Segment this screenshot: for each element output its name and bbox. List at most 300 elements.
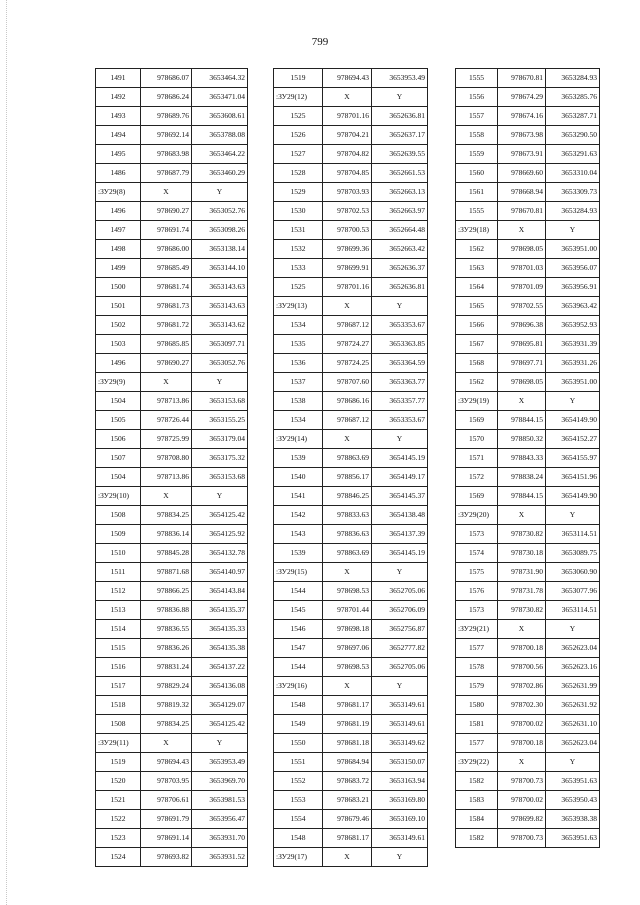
y-coordinate: 3653953.49 [372, 69, 428, 88]
parcel-label: :ЗУ29(12) [274, 88, 323, 107]
y-coordinate: 3654149.17 [372, 468, 428, 487]
point-row [274, 734, 428, 753]
point-number: 1584 [456, 810, 498, 829]
y-header: Y [546, 392, 600, 411]
point-row [96, 506, 248, 525]
point-number: 1506 [96, 430, 141, 449]
point-row [274, 601, 428, 620]
x-coordinate: 978850.32 [498, 430, 546, 449]
page-number: 799 [311, 36, 329, 48]
y-header: Y [546, 620, 600, 639]
point-number: 1503 [96, 335, 141, 354]
y-coordinate: 3652661.53 [372, 164, 428, 183]
x-coordinate: 978829.24 [141, 677, 192, 696]
x-coordinate: 978686.16 [323, 392, 372, 411]
point-number: 1505 [96, 411, 141, 430]
x-coordinate: 978819.32 [141, 696, 192, 715]
x-coordinate: 978702.30 [498, 696, 546, 715]
x-coordinate: 978845.28 [141, 544, 192, 563]
parcel-header-row [456, 221, 600, 240]
x-coordinate: 978699.91 [323, 259, 372, 278]
point-number: 1557 [456, 107, 498, 126]
point-row [96, 221, 248, 240]
y-coordinate: 3653138.14 [192, 240, 248, 259]
x-coordinate: 978681.73 [141, 297, 192, 316]
point-row [96, 582, 248, 601]
point-number: 1574 [456, 544, 498, 563]
point-number: 1582 [456, 829, 498, 848]
point-number: 1538 [274, 392, 323, 411]
x-header: X [498, 221, 546, 240]
point-number: 1548 [274, 696, 323, 715]
x-coordinate: 978836.55 [141, 620, 192, 639]
point-number: 1540 [274, 468, 323, 487]
x-coordinate: 978681.17 [323, 696, 372, 715]
point-number: 1492 [96, 88, 141, 107]
y-coordinate: 3653364.59 [372, 354, 428, 373]
point-row [456, 316, 600, 335]
point-number: 1577 [456, 734, 498, 753]
point-number: 1536 [274, 354, 323, 373]
point-row [96, 525, 248, 544]
parcel-label: :ЗУ29(8) [96, 183, 141, 202]
x-coordinate: 978702.53 [323, 202, 372, 221]
x-header: X [323, 430, 372, 449]
y-coordinate: 3653285.76 [546, 88, 600, 107]
y-header: Y [546, 753, 600, 772]
x-coordinate: 978694.43 [141, 753, 192, 772]
point-row [96, 88, 248, 107]
point-number: 1562 [456, 373, 498, 392]
x-coordinate: 978833.63 [323, 506, 372, 525]
point-number: 1525 [274, 278, 323, 297]
point-row [456, 772, 600, 791]
point-row [96, 449, 248, 468]
y-coordinate: 3653931.39 [546, 335, 600, 354]
x-coordinate: 978698.05 [498, 240, 546, 259]
y-coordinate: 3653952.93 [546, 316, 600, 335]
point-row [96, 278, 248, 297]
x-coordinate: 978831.24 [141, 658, 192, 677]
parcel-label: :ЗУ29(21) [456, 620, 498, 639]
y-coordinate: 3652631.92 [546, 696, 600, 715]
parcel-header-row [456, 620, 600, 639]
point-row [274, 126, 428, 145]
x-coordinate: 978681.72 [141, 316, 192, 335]
point-number: 1491 [96, 69, 141, 88]
y-coordinate: 3652637.17 [372, 126, 428, 145]
point-row [456, 715, 600, 734]
x-coordinate: 978731.90 [498, 563, 546, 582]
point-number: 1515 [96, 639, 141, 658]
x-header: X [323, 563, 372, 582]
point-row [274, 449, 428, 468]
x-coordinate: 978686.00 [141, 240, 192, 259]
point-row [274, 506, 428, 525]
point-row [96, 848, 248, 867]
point-row [274, 240, 428, 259]
point-number: 1508 [96, 506, 141, 525]
point-number: 1502 [96, 316, 141, 335]
point-number: 1530 [274, 202, 323, 221]
y-coordinate: 3653788.08 [192, 126, 248, 145]
point-row [274, 829, 428, 848]
x-coordinate: 978726.44 [141, 411, 192, 430]
point-number: 1565 [456, 297, 498, 316]
x-coordinate: 978703.93 [323, 183, 372, 202]
parcel-header-row [274, 848, 428, 867]
point-number: 1552 [274, 772, 323, 791]
y-coordinate: 3653309.73 [546, 183, 600, 202]
x-coordinate: 978693.82 [141, 848, 192, 867]
parcel-label: :ЗУ29(9) [96, 373, 141, 392]
point-row [456, 240, 600, 259]
y-coordinate: 3653150.07 [372, 753, 428, 772]
point-row [274, 620, 428, 639]
y-coordinate: 3653951.63 [546, 829, 600, 848]
x-coordinate: 978704.85 [323, 164, 372, 183]
y-coordinate: 3652623.04 [546, 639, 600, 658]
point-row [96, 620, 248, 639]
x-coordinate: 978691.79 [141, 810, 192, 829]
x-coordinate: 978699.36 [323, 240, 372, 259]
y-coordinate: 3653291.63 [546, 145, 600, 164]
x-coordinate: 978684.94 [323, 753, 372, 772]
point-number: 1526 [274, 126, 323, 145]
x-coordinate: 978708.80 [141, 449, 192, 468]
y-coordinate: 3653290.50 [546, 126, 600, 145]
point-row [96, 658, 248, 677]
parcel-header-row [456, 506, 600, 525]
x-header: X [498, 753, 546, 772]
point-number: 1533 [274, 259, 323, 278]
point-row [456, 582, 600, 601]
point-number: 1575 [456, 563, 498, 582]
y-coordinate: 3654138.48 [372, 506, 428, 525]
point-number: 1519 [96, 753, 141, 772]
x-coordinate: 978686.24 [141, 88, 192, 107]
y-coordinate: 3653357.77 [372, 392, 428, 411]
y-coordinate: 3653144.10 [192, 259, 248, 278]
x-header: X [141, 734, 192, 753]
parcel-header-row [96, 183, 248, 202]
x-coordinate: 978687.79 [141, 164, 192, 183]
x-header: X [323, 88, 372, 107]
point-number: 1577 [456, 639, 498, 658]
x-coordinate: 978699.82 [498, 810, 546, 829]
point-row [456, 183, 600, 202]
point-row [96, 753, 248, 772]
point-row [456, 658, 600, 677]
point-number: 1509 [96, 525, 141, 544]
x-coordinate: 978730.82 [498, 525, 546, 544]
x-coordinate: 978866.25 [141, 582, 192, 601]
x-coordinate: 978687.12 [323, 411, 372, 430]
point-number: 1520 [96, 772, 141, 791]
x-coordinate: 978836.14 [141, 525, 192, 544]
point-number: 1510 [96, 544, 141, 563]
y-coordinate: 3653363.85 [372, 335, 428, 354]
y-coordinate: 3653114.51 [546, 601, 600, 620]
point-row [274, 525, 428, 544]
x-coordinate: 978692.14 [141, 126, 192, 145]
y-coordinate: 3654137.22 [192, 658, 248, 677]
x-coordinate: 978696.38 [498, 316, 546, 335]
point-row [96, 677, 248, 696]
y-coordinate: 3654135.38 [192, 639, 248, 658]
point-row [96, 297, 248, 316]
point-number: 1543 [274, 525, 323, 544]
x-coordinate: 978838.24 [498, 468, 546, 487]
point-row [96, 468, 248, 487]
y-coordinate: 3653114.51 [546, 525, 600, 544]
y-header: Y [372, 88, 428, 107]
coordinates-table-middle [273, 68, 428, 867]
point-row [96, 715, 248, 734]
x-coordinate: 978871.68 [141, 563, 192, 582]
y-coordinate: 3654125.42 [192, 506, 248, 525]
x-coordinate: 978846.25 [323, 487, 372, 506]
coordinates-table-right [455, 68, 600, 848]
point-row [456, 677, 600, 696]
x-coordinate: 978725.99 [141, 430, 192, 449]
x-coordinate: 978700.02 [498, 791, 546, 810]
x-coordinate: 978685.85 [141, 335, 192, 354]
x-coordinate: 978707.60 [323, 373, 372, 392]
point-row [456, 164, 600, 183]
point-number: 1499 [96, 259, 141, 278]
x-coordinate: 978701.16 [323, 107, 372, 126]
x-coordinate: 978681.17 [323, 829, 372, 848]
y-header: Y [192, 183, 248, 202]
x-coordinate: 978668.94 [498, 183, 546, 202]
y-coordinate: 3653951.00 [546, 373, 600, 392]
y-coordinate: 3653169.80 [372, 791, 428, 810]
point-number: 1497 [96, 221, 141, 240]
y-coordinate: 3652623.16 [546, 658, 600, 677]
y-coordinate: 3654149.90 [546, 487, 600, 506]
point-row [96, 411, 248, 430]
x-coordinate: 978673.98 [498, 126, 546, 145]
point-row [96, 791, 248, 810]
y-coordinate: 3653153.68 [192, 392, 248, 411]
point-number: 1523 [96, 829, 141, 848]
point-row [456, 373, 600, 392]
x-header: X [141, 373, 192, 392]
point-number: 1559 [456, 145, 498, 164]
x-coordinate: 978681.18 [323, 734, 372, 753]
x-coordinate: 978700.18 [498, 639, 546, 658]
y-header: Y [372, 848, 428, 867]
point-number: 1527 [274, 145, 323, 164]
y-coordinate: 3653149.61 [372, 829, 428, 848]
y-coordinate: 3653938.38 [546, 810, 600, 829]
point-row [456, 563, 600, 582]
point-row [96, 392, 248, 411]
point-number: 1578 [456, 658, 498, 677]
point-number: 1576 [456, 582, 498, 601]
point-row [456, 354, 600, 373]
point-number: 1486 [96, 164, 141, 183]
y-coordinate: 3653471.04 [192, 88, 248, 107]
point-number: 1518 [96, 696, 141, 715]
x-coordinate: 978695.81 [498, 335, 546, 354]
point-number: 1541 [274, 487, 323, 506]
x-coordinate: 978713.86 [141, 468, 192, 487]
point-number: 1558 [456, 126, 498, 145]
point-row [96, 316, 248, 335]
point-row [274, 753, 428, 772]
y-coordinate: 3653951.00 [546, 240, 600, 259]
point-number: 1528 [274, 164, 323, 183]
y-coordinate: 3653149.61 [372, 715, 428, 734]
point-number: 1542 [274, 506, 323, 525]
y-header: Y [546, 506, 600, 525]
parcel-label: :ЗУ29(14) [274, 430, 323, 449]
point-number: 1561 [456, 183, 498, 202]
y-coordinate: 3654151.96 [546, 468, 600, 487]
point-row [456, 202, 600, 221]
parcel-label: :ЗУ29(15) [274, 563, 323, 582]
point-number: 1546 [274, 620, 323, 639]
y-coordinate: 3653287.71 [546, 107, 600, 126]
point-number: 1539 [274, 544, 323, 563]
x-coordinate: 978697.06 [323, 639, 372, 658]
y-coordinate: 3653608.61 [192, 107, 248, 126]
y-coordinate: 3653143.62 [192, 316, 248, 335]
x-coordinate: 978698.53 [323, 658, 372, 677]
point-row [96, 639, 248, 658]
y-coordinate: 3652705.06 [372, 658, 428, 677]
x-coordinate: 978673.91 [498, 145, 546, 164]
y-coordinate: 3654140.97 [192, 563, 248, 582]
y-coordinate: 3653284.93 [546, 202, 600, 221]
point-row [456, 696, 600, 715]
y-coordinate: 3653353.67 [372, 316, 428, 335]
x-coordinate: 978694.43 [323, 69, 372, 88]
point-number: 1571 [456, 449, 498, 468]
x-coordinate: 978724.27 [323, 335, 372, 354]
point-row [274, 392, 428, 411]
x-coordinate: 978856.17 [323, 468, 372, 487]
y-coordinate: 3652631.99 [546, 677, 600, 696]
y-coordinate: 3653931.70 [192, 829, 248, 848]
parcel-header-row [456, 753, 600, 772]
x-coordinate: 978730.18 [498, 544, 546, 563]
point-row [96, 563, 248, 582]
x-coordinate: 978713.86 [141, 392, 192, 411]
y-coordinate: 3653143.63 [192, 278, 248, 297]
parcel-label: :ЗУ29(20) [456, 506, 498, 525]
x-coordinate: 978686.07 [141, 69, 192, 88]
y-coordinate: 3654152.27 [546, 430, 600, 449]
point-row [456, 639, 600, 658]
point-number: 1494 [96, 126, 141, 145]
y-coordinate: 3653060.90 [546, 563, 600, 582]
parcel-label: :ЗУ29(16) [274, 677, 323, 696]
point-number: 1531 [274, 221, 323, 240]
coordinates-table-left [95, 68, 248, 867]
point-number: 1508 [96, 715, 141, 734]
y-coordinate: 3653353.67 [372, 411, 428, 430]
y-header: Y [372, 563, 428, 582]
x-coordinate: 978701.03 [498, 259, 546, 278]
point-number: 1511 [96, 563, 141, 582]
x-coordinate: 978698.05 [498, 373, 546, 392]
parcel-label: :ЗУ29(10) [96, 487, 141, 506]
point-row [456, 69, 600, 88]
x-coordinate: 978685.49 [141, 259, 192, 278]
point-number: 1493 [96, 107, 141, 126]
y-coordinate: 3654135.37 [192, 601, 248, 620]
point-row [456, 145, 600, 164]
point-row [456, 601, 600, 620]
point-number: 1570 [456, 430, 498, 449]
point-row [96, 696, 248, 715]
y-coordinate: 3653179.04 [192, 430, 248, 449]
point-row [456, 791, 600, 810]
point-number: 1512 [96, 582, 141, 601]
point-row [274, 468, 428, 487]
x-coordinate: 978700.73 [498, 772, 546, 791]
point-row [456, 411, 600, 430]
x-coordinate: 978700.02 [498, 715, 546, 734]
point-number: 1554 [274, 810, 323, 829]
x-coordinate: 978702.55 [498, 297, 546, 316]
x-header: X [498, 506, 546, 525]
y-coordinate: 3653956.07 [546, 259, 600, 278]
parcel-label: :ЗУ29(22) [456, 753, 498, 772]
y-coordinate: 3653963.42 [546, 297, 600, 316]
point-number: 1525 [274, 107, 323, 126]
point-row [456, 810, 600, 829]
parcel-label: :ЗУ29(17) [274, 848, 323, 867]
x-coordinate: 978670.81 [498, 202, 546, 221]
y-coordinate: 3652664.48 [372, 221, 428, 240]
y-coordinate: 3654125.92 [192, 525, 248, 544]
point-number: 1563 [456, 259, 498, 278]
point-number: 1547 [274, 639, 323, 658]
point-number: 1534 [274, 411, 323, 430]
y-coordinate: 3652777.82 [372, 639, 428, 658]
point-number: 1496 [96, 354, 141, 373]
point-row [456, 468, 600, 487]
y-coordinate: 3652663.42 [372, 240, 428, 259]
y-coordinate: 3652623.04 [546, 734, 600, 753]
point-row [456, 829, 600, 848]
point-number: 1566 [456, 316, 498, 335]
x-coordinate: 978683.98 [141, 145, 192, 164]
point-number: 1564 [456, 278, 498, 297]
point-number: 1501 [96, 297, 141, 316]
x-header: X [323, 848, 372, 867]
point-number: 1521 [96, 791, 141, 810]
point-number: 1567 [456, 335, 498, 354]
y-coordinate: 3654136.08 [192, 677, 248, 696]
x-coordinate: 978681.19 [323, 715, 372, 734]
y-coordinate: 3652756.87 [372, 620, 428, 639]
y-coordinate: 3652663.97 [372, 202, 428, 221]
y-coordinate: 3653310.04 [546, 164, 600, 183]
x-coordinate: 978704.82 [323, 145, 372, 164]
point-row [274, 278, 428, 297]
y-header: Y [546, 221, 600, 240]
point-row [274, 145, 428, 164]
x-coordinate: 978706.61 [141, 791, 192, 810]
x-coordinate: 978698.53 [323, 582, 372, 601]
y-header: Y [372, 677, 428, 696]
y-coordinate: 3653956.47 [192, 810, 248, 829]
